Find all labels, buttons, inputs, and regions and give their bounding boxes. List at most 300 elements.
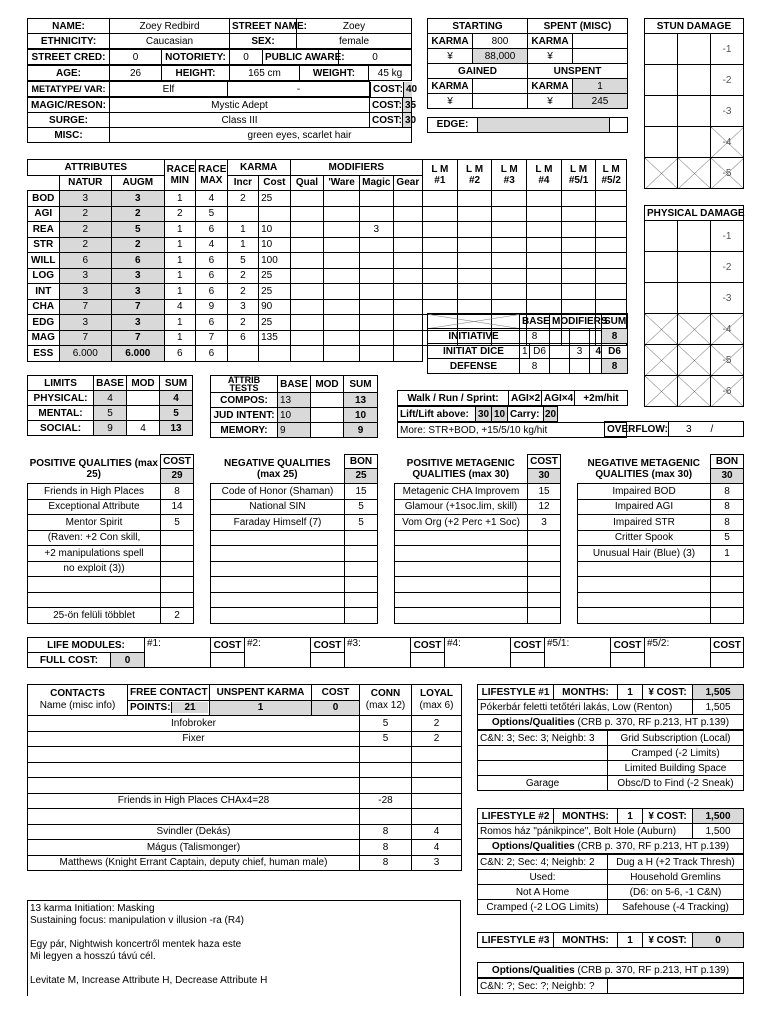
- lifestyle-option-left[interactable]: [478, 761, 608, 776]
- social-limit-sum[interactable]: 13: [160, 421, 193, 436]
- attribute-natur[interactable]: 3: [59, 315, 112, 331]
- attribute-lm-cell[interactable]: [527, 237, 562, 253]
- neg-meta-quality-value[interactable]: [711, 592, 744, 608]
- pos-meta-quality-name[interactable]: Glamour (+1soc.lim, skill): [395, 499, 528, 515]
- attribute-mod-gear[interactable]: [393, 346, 422, 362]
- attribute-lm-cell[interactable]: [596, 222, 627, 238]
- attribute-mod-gear[interactable]: [393, 315, 422, 331]
- init-dice-mod[interactable]: 3: [570, 344, 590, 359]
- negative-quality-name[interactable]: Faraday Himself (7): [211, 515, 345, 531]
- attribute-mod-magic[interactable]: 3: [359, 222, 393, 238]
- attribute-karma-cost[interactable]: 25: [259, 315, 291, 331]
- stun-box-crossed[interactable]: [645, 158, 678, 189]
- attribute-mod-magic[interactable]: [359, 315, 393, 331]
- stun-penalty-mark[interactable]: -1: [711, 34, 744, 65]
- street-name-field[interactable]: Zoey: [297, 19, 412, 34]
- attribute-natur[interactable]: 3: [59, 191, 112, 207]
- attribute-mod-gear[interactable]: [393, 330, 422, 346]
- attribute-mod-qual[interactable]: [290, 346, 324, 362]
- positive-quality-value[interactable]: 8: [161, 484, 194, 500]
- neg-meta-quality-value[interactable]: 5: [711, 530, 744, 546]
- positive-quality-value[interactable]: [161, 546, 194, 562]
- stun-penalty-mark[interactable]: -4: [711, 127, 744, 158]
- contact-conn[interactable]: [360, 762, 412, 778]
- contact-loyal[interactable]: [412, 747, 462, 763]
- attribute-karma-incr[interactable]: 2: [227, 315, 259, 331]
- contact-loyal[interactable]: [412, 778, 462, 794]
- attribute-mod-gear[interactable]: [393, 268, 422, 284]
- attribute-lm-cell[interactable]: [561, 284, 596, 300]
- sex-field[interactable]: female: [297, 34, 412, 49]
- positive-quality-name[interactable]: no exploit (3)): [28, 561, 161, 577]
- negative-quality-value[interactable]: 15: [345, 484, 378, 500]
- attribute-lm-cell[interactable]: [492, 222, 527, 238]
- compos-mod[interactable]: [311, 393, 344, 408]
- pos-meta-quality-value[interactable]: [528, 561, 561, 577]
- lifestyle-option-left[interactable]: Cramped (-2 LOG Limits): [478, 900, 608, 915]
- contact-name[interactable]: Svindler (Dekás): [28, 824, 360, 840]
- full-cost-field[interactable]: 0: [111, 653, 145, 668]
- physical-box[interactable]: [678, 283, 711, 314]
- lifestyle-description[interactable]: Pókerbár feletti tetőtéri lakás, Low (Renton): [478, 700, 693, 715]
- attribute-mod-qual[interactable]: [290, 222, 324, 238]
- positive-quality-value[interactable]: [161, 577, 194, 593]
- neg-meta-quality-value[interactable]: 8: [711, 499, 744, 515]
- attribute-mod-qual[interactable]: [290, 268, 324, 284]
- attribute-mod-gear[interactable]: [393, 237, 422, 253]
- initiative-sum[interactable]: 8: [602, 329, 628, 344]
- attribute-karma-incr[interactable]: 3: [227, 299, 259, 315]
- attribute-mod-ware[interactable]: [324, 315, 360, 331]
- attribute-augm[interactable]: 2: [112, 206, 165, 222]
- stun-penalty-mark[interactable]: -3: [711, 96, 744, 127]
- points-field[interactable]: 21: [172, 702, 208, 713]
- attribute-karma-incr[interactable]: [227, 206, 259, 222]
- lifestyle-option-left[interactable]: C&N: 2; Sec: 4; Neighb: 2: [478, 855, 608, 870]
- physical-limit-sum[interactable]: 4: [160, 391, 193, 406]
- attribute-karma-cost[interactable]: 90: [259, 299, 291, 315]
- lifestyle-cost[interactable]: 0: [693, 933, 744, 948]
- attribute-lm-cell[interactable]: [561, 237, 596, 253]
- neg-meta-quality-name[interactable]: Impaired STR: [578, 515, 711, 531]
- negative-quality-value[interactable]: [345, 530, 378, 546]
- pos-meta-quality-name[interactable]: Vom Org (+2 Perc +1 Soc): [395, 515, 528, 531]
- lifestyle-option-right[interactable]: Grid Subscription (Local): [608, 731, 744, 746]
- attribute-lm-cell[interactable]: [561, 268, 596, 284]
- attribute-mod-magic[interactable]: [359, 268, 393, 284]
- life-module-slot-3[interactable]: #3:: [345, 638, 411, 668]
- pos-meta-quality-value[interactable]: 3: [528, 515, 561, 531]
- public-aware-field[interactable]: 0: [339, 50, 412, 65]
- attribute-karma-cost[interactable]: 25: [259, 268, 291, 284]
- life-module-cost[interactable]: [711, 653, 744, 668]
- attribute-mod-ware[interactable]: [324, 191, 360, 207]
- attribute-augm[interactable]: 7: [112, 330, 165, 346]
- contact-name[interactable]: Fixer: [28, 731, 360, 747]
- lifestyle-option-right[interactable]: (D6: on 5-6, -1 C&N): [608, 885, 744, 900]
- physical-box[interactable]: [645, 252, 678, 283]
- attribute-mod-gear[interactable]: [393, 284, 422, 300]
- attribute-mod-ware[interactable]: [324, 222, 360, 238]
- attribute-lm-cell[interactable]: [492, 237, 527, 253]
- attribute-karma-cost[interactable]: 25: [259, 191, 291, 207]
- life-module-slot-2[interactable]: #2:: [245, 638, 311, 668]
- pos-meta-quality-name[interactable]: [395, 608, 528, 624]
- attribute-natur[interactable]: 6.000: [59, 346, 112, 362]
- neg-meta-quality-value[interactable]: 8: [711, 484, 744, 500]
- life-module-slot-1[interactable]: #1:: [145, 638, 211, 668]
- physical-penalty-mark[interactable]: -6: [711, 376, 744, 407]
- positive-quality-name[interactable]: [28, 577, 161, 593]
- attribute-mod-magic[interactable]: [359, 346, 393, 362]
- pos-meta-quality-name[interactable]: [395, 530, 528, 546]
- metatype-field[interactable]: Elf: [110, 82, 228, 97]
- attribute-lm-cell[interactable]: [423, 284, 458, 300]
- lifestyle-option-right[interactable]: Limited Building Space: [608, 761, 744, 776]
- physical-penalty-mark[interactable]: -5: [711, 345, 744, 376]
- negative-quality-value[interactable]: [345, 546, 378, 562]
- jud-intent-mod[interactable]: [311, 408, 344, 423]
- physical-penalty-mark[interactable]: -1: [711, 221, 744, 252]
- metatype-var-field[interactable]: -: [228, 82, 370, 97]
- pos-meta-quality-value[interactable]: [528, 530, 561, 546]
- lifestyle-option-right[interactable]: Cramped (-2 Limits): [608, 746, 744, 761]
- attribute-mod-ware[interactable]: [324, 237, 360, 253]
- init-dice-sum[interactable]: 4: [590, 344, 602, 359]
- lifestyle-option-right[interactable]: Dug a H (+2 Track Thresh): [608, 855, 744, 870]
- attribute-mod-magic[interactable]: [359, 237, 393, 253]
- jud-intent-sum[interactable]: 10: [344, 408, 378, 423]
- attribute-mod-gear[interactable]: [393, 299, 422, 315]
- neg-meta-quality-value[interactable]: 1: [711, 546, 744, 562]
- attribute-augm[interactable]: 6: [112, 253, 165, 269]
- attribute-karma-incr[interactable]: 1: [227, 222, 259, 238]
- physical-penalty-mark[interactable]: -3: [711, 283, 744, 314]
- physical-box-crossed[interactable]: [645, 314, 678, 345]
- attribute-lm-cell[interactable]: [423, 206, 458, 222]
- neg-meta-total[interactable]: 30: [711, 469, 743, 483]
- positive-quality-value[interactable]: 14: [161, 499, 194, 515]
- attribute-mod-qual[interactable]: [290, 253, 324, 269]
- attribute-augm[interactable]: 3: [112, 315, 165, 331]
- stun-box[interactable]: [678, 65, 711, 96]
- attribute-augm[interactable]: 2: [112, 237, 165, 253]
- life-module-cost[interactable]: [611, 653, 645, 668]
- pos-meta-quality-value[interactable]: [528, 592, 561, 608]
- surge-field[interactable]: Class III: [110, 113, 370, 128]
- life-module-cost[interactable]: [511, 653, 545, 668]
- positive-quality-value[interactable]: [161, 561, 194, 577]
- attribute-lm-cell[interactable]: [492, 253, 527, 269]
- memory-mod[interactable]: [311, 423, 344, 438]
- attribute-lm-cell[interactable]: [492, 268, 527, 284]
- attribute-natur[interactable]: 7: [59, 299, 112, 315]
- negative-quality-value[interactable]: 5: [345, 515, 378, 531]
- attribute-mod-gear[interactable]: [393, 222, 422, 238]
- positive-quality-value[interactable]: 5: [161, 515, 194, 531]
- attribute-mod-qual[interactable]: [290, 299, 324, 315]
- attribute-karma-cost[interactable]: 10: [259, 237, 291, 253]
- attribute-lm-cell[interactable]: [596, 237, 627, 253]
- negative-quality-value[interactable]: [345, 577, 378, 593]
- attribute-augm[interactable]: 5: [112, 222, 165, 238]
- contact-loyal[interactable]: 4: [412, 840, 462, 856]
- attribute-lm-cell[interactable]: [596, 191, 627, 207]
- magic-cost-field[interactable]: 35: [403, 98, 412, 113]
- positive-quality-name[interactable]: Exceptional Attribute: [28, 499, 161, 515]
- lifestyle-desc-cost[interactable]: 1,500: [693, 824, 744, 839]
- jud-intent-base[interactable]: 10: [278, 408, 311, 423]
- attribute-lm-cell[interactable]: [423, 268, 458, 284]
- stun-penalty-mark[interactable]: -2: [711, 65, 744, 96]
- lifestyle-option-right[interactable]: Obsc/D to Find (-2 Sneak): [608, 776, 744, 791]
- attribute-lm-cell[interactable]: [457, 284, 492, 300]
- surge-cost-field[interactable]: 30: [403, 113, 412, 128]
- negative-quality-name[interactable]: [211, 577, 345, 593]
- attribute-lm-cell[interactable]: [492, 284, 527, 300]
- mental-limit-base[interactable]: 5: [94, 406, 127, 421]
- attribute-karma-incr[interactable]: 1: [227, 237, 259, 253]
- physical-box-crossed[interactable]: [678, 345, 711, 376]
- edge-box[interactable]: [610, 117, 628, 132]
- contact-loyal[interactable]: [412, 762, 462, 778]
- attribute-augm[interactable]: 3: [112, 191, 165, 207]
- life-module-cost[interactable]: [411, 653, 445, 668]
- lifestyle-desc-cost[interactable]: 1,505: [693, 700, 744, 715]
- attribute-karma-incr[interactable]: 2: [227, 191, 259, 207]
- carry-field[interactable]: 20: [544, 408, 557, 420]
- neg-meta-quality-name[interactable]: [578, 608, 711, 624]
- attribute-lm-cell[interactable]: [561, 222, 596, 238]
- attribute-mod-qual[interactable]: [290, 191, 324, 207]
- lifestyle-months[interactable]: 1: [618, 933, 643, 948]
- lifestyle-cost[interactable]: 1,500: [693, 809, 744, 824]
- attribute-mod-ware[interactable]: [324, 346, 360, 362]
- attribute-natur[interactable]: 2: [59, 222, 112, 238]
- contact-name[interactable]: [28, 747, 360, 763]
- positive-quality-name[interactable]: [28, 592, 161, 608]
- stun-box[interactable]: [678, 127, 711, 158]
- contacts-cost-field[interactable]: 0: [312, 700, 360, 716]
- stun-box[interactable]: [645, 34, 678, 65]
- positive-quality-value[interactable]: [161, 592, 194, 608]
- age-field[interactable]: 26: [110, 66, 162, 81]
- attribute-mod-magic[interactable]: [359, 330, 393, 346]
- attribute-mod-qual[interactable]: [290, 284, 324, 300]
- lifestyle-option-right[interactable]: [608, 979, 744, 994]
- contact-name[interactable]: [28, 778, 360, 794]
- unspent-yen-field[interactable]: 245: [573, 94, 628, 109]
- attribute-mod-ware[interactable]: [324, 253, 360, 269]
- contact-conn[interactable]: 5: [360, 731, 412, 747]
- pos-meta-quality-value[interactable]: 12: [528, 499, 561, 515]
- contact-conn[interactable]: -28: [360, 793, 412, 809]
- contact-conn[interactable]: 8: [360, 840, 412, 856]
- attribute-mod-gear[interactable]: [393, 253, 422, 269]
- attribute-karma-incr[interactable]: 6: [227, 330, 259, 346]
- physical-box-crossed[interactable]: [645, 345, 678, 376]
- social-limit-mod[interactable]: 4: [127, 421, 160, 436]
- compos-base[interactable]: 13: [278, 393, 311, 408]
- contact-conn[interactable]: 8: [360, 824, 412, 840]
- initiative-base[interactable]: 8: [520, 329, 550, 344]
- attribute-lm-cell[interactable]: [596, 284, 627, 300]
- negative-quality-name[interactable]: National SIN: [211, 499, 345, 515]
- attribute-mod-qual[interactable]: [290, 330, 324, 346]
- negative-quality-value[interactable]: [345, 561, 378, 577]
- lifestyle-option-left[interactable]: Not A Home: [478, 885, 608, 900]
- gained-karma-field[interactable]: [473, 79, 528, 94]
- attribute-lm-cell[interactable]: [561, 253, 596, 269]
- attribute-mod-ware[interactable]: [324, 299, 360, 315]
- attribute-karma-incr[interactable]: 2: [227, 284, 259, 300]
- lifestyle-months[interactable]: 1: [618, 809, 643, 824]
- contact-loyal[interactable]: [412, 793, 462, 809]
- attribute-lm-cell[interactable]: [492, 191, 527, 207]
- pos-meta-quality-value[interactable]: [528, 546, 561, 562]
- contact-loyal[interactable]: 2: [412, 716, 462, 732]
- attribute-natur[interactable]: 7: [59, 330, 112, 346]
- negative-quality-name[interactable]: [211, 561, 345, 577]
- defense-base[interactable]: 8: [520, 359, 550, 374]
- negative-quality-name[interactable]: [211, 546, 345, 562]
- physical-box[interactable]: [678, 252, 711, 283]
- lifestyle-option-right[interactable]: Household Gremlins: [608, 870, 744, 885]
- contact-name[interactable]: Infobroker: [28, 716, 360, 732]
- pos-meta-quality-name[interactable]: [395, 561, 528, 577]
- attribute-lm-cell[interactable]: [457, 191, 492, 207]
- attribute-mod-magic[interactable]: [359, 253, 393, 269]
- positive-quality-name[interactable]: Mentor Spirit: [28, 515, 161, 531]
- mental-limit-sum[interactable]: 5: [160, 406, 193, 421]
- physical-penalty-mark[interactable]: -4: [711, 314, 744, 345]
- contact-conn[interactable]: 8: [360, 855, 412, 871]
- attribute-karma-cost[interactable]: 100: [259, 253, 291, 269]
- physical-box[interactable]: [645, 283, 678, 314]
- pos-meta-quality-value[interactable]: [528, 577, 561, 593]
- negative-quality-value[interactable]: [345, 608, 378, 624]
- attribute-mod-qual[interactable]: [290, 237, 324, 253]
- attribute-mod-magic[interactable]: [359, 299, 393, 315]
- metatype-cost-field[interactable]: 40: [404, 82, 412, 97]
- attribute-augm[interactable]: 6.000: [112, 346, 165, 362]
- contact-conn[interactable]: [360, 778, 412, 794]
- attribute-lm-cell[interactable]: [527, 268, 562, 284]
- positive-quality-value[interactable]: 2: [161, 608, 194, 624]
- negative-quality-value[interactable]: [345, 592, 378, 608]
- attribute-mod-ware[interactable]: [324, 284, 360, 300]
- attribute-augm[interactable]: 7: [112, 299, 165, 315]
- gained-yen-field[interactable]: [473, 94, 528, 109]
- life-module-slot-5-2[interactable]: #5/2:: [645, 638, 711, 668]
- contact-conn[interactable]: 5: [360, 716, 412, 732]
- attribute-karma-cost[interactable]: 10: [259, 222, 291, 238]
- spent-karma-field[interactable]: [573, 34, 628, 49]
- attribute-mod-magic[interactable]: [359, 191, 393, 207]
- social-limit-base[interactable]: 9: [94, 421, 127, 436]
- contact-conn[interactable]: [360, 809, 412, 825]
- spent-yen-field[interactable]: [573, 49, 628, 64]
- physical-box[interactable]: [645, 221, 678, 252]
- lift-field[interactable]: 30: [476, 407, 492, 422]
- lifestyle-option-left[interactable]: Garage: [478, 776, 608, 791]
- ethnicity-field[interactable]: Caucasian: [110, 34, 230, 49]
- lifestyle-option-left[interactable]: C&N: 3; Sec: 3; Neighb: 3: [478, 731, 608, 746]
- attribute-lm-cell[interactable]: [527, 222, 562, 238]
- attribute-mod-ware[interactable]: [324, 330, 360, 346]
- contact-conn[interactable]: [360, 747, 412, 763]
- negative-quality-name[interactable]: [211, 530, 345, 546]
- positive-quality-name[interactable]: (Raven: +2 Con skill,: [28, 530, 161, 546]
- lifestyle-option-left[interactable]: [478, 746, 608, 761]
- attribute-lm-cell[interactable]: [423, 253, 458, 269]
- init-dice-base[interactable]: 1: [520, 344, 530, 359]
- lifestyle-option-right[interactable]: Safehouse (-4 Tracking): [608, 900, 744, 915]
- starting-yen-field[interactable]: 88,000: [473, 49, 528, 64]
- negative-quality-name[interactable]: [211, 608, 345, 624]
- weight-field[interactable]: 45 kg: [369, 66, 412, 81]
- neg-meta-quality-value[interactable]: 8: [711, 515, 744, 531]
- attribute-mod-ware[interactable]: [324, 268, 360, 284]
- starting-karma-field[interactable]: 800: [473, 34, 528, 49]
- attribute-lm-cell[interactable]: [596, 253, 627, 269]
- positive-quality-name[interactable]: 25-ön felüli többlet: [28, 608, 161, 624]
- attribute-lm-cell[interactable]: [596, 206, 627, 222]
- height-field[interactable]: 165 cm: [230, 66, 300, 81]
- attribute-natur[interactable]: 3: [59, 268, 112, 284]
- attribute-lm-cell[interactable]: [423, 237, 458, 253]
- stun-box[interactable]: [645, 65, 678, 96]
- pos-meta-quality-name[interactable]: [395, 577, 528, 593]
- negative-quality-value[interactable]: 5: [345, 499, 378, 515]
- stun-box[interactable]: [645, 96, 678, 127]
- edge-track[interactable]: [478, 117, 610, 132]
- attribute-karma-incr[interactable]: 2: [227, 268, 259, 284]
- attribute-karma-cost[interactable]: [259, 346, 291, 362]
- life-module-slot-5-1[interactable]: #5/1:: [545, 638, 611, 668]
- mental-limit-mod[interactable]: [127, 406, 160, 421]
- attribute-lm-cell[interactable]: [423, 191, 458, 207]
- attribute-lm-cell[interactable]: [423, 222, 458, 238]
- lift-above-field[interactable]: 10: [492, 407, 508, 422]
- notoriety-field[interactable]: 0: [230, 50, 263, 65]
- attribute-lm-cell[interactable]: [527, 284, 562, 300]
- contact-name[interactable]: [28, 762, 360, 778]
- contact-loyal[interactable]: 2: [412, 731, 462, 747]
- positive-quality-name[interactable]: +2 manipulations spell: [28, 546, 161, 562]
- overflow-value[interactable]: 3: [669, 422, 709, 437]
- attribute-karma-cost[interactable]: 25: [259, 284, 291, 300]
- attribute-lm-cell[interactable]: [457, 237, 492, 253]
- memory-base[interactable]: 9: [278, 423, 311, 438]
- contact-name[interactable]: Mágus (Talismonger): [28, 840, 360, 856]
- attribute-karma-cost[interactable]: 135: [259, 330, 291, 346]
- unspent-karma-field[interactable]: 1: [573, 79, 628, 94]
- attribute-lm-cell[interactable]: [527, 206, 562, 222]
- neg-meta-quality-name[interactable]: [578, 592, 711, 608]
- neg-meta-quality-name[interactable]: [578, 577, 711, 593]
- attribute-karma-incr[interactable]: [227, 346, 259, 362]
- lifestyle-description[interactable]: Romos ház "pánikpince", Bolt Hole (Auburn): [478, 824, 693, 839]
- attribute-lm-cell[interactable]: [527, 191, 562, 207]
- physical-penalty-mark[interactable]: -2: [711, 252, 744, 283]
- contact-loyal[interactable]: [412, 809, 462, 825]
- stun-penalty-mark[interactable]: -5: [711, 158, 744, 189]
- attribute-karma-cost[interactable]: [259, 206, 291, 222]
- attribute-mod-qual[interactable]: [290, 315, 324, 331]
- neg-meta-quality-name[interactable]: Unusual Hair (Blue) (3): [578, 546, 711, 562]
- street-cred-field[interactable]: 0: [110, 50, 162, 65]
